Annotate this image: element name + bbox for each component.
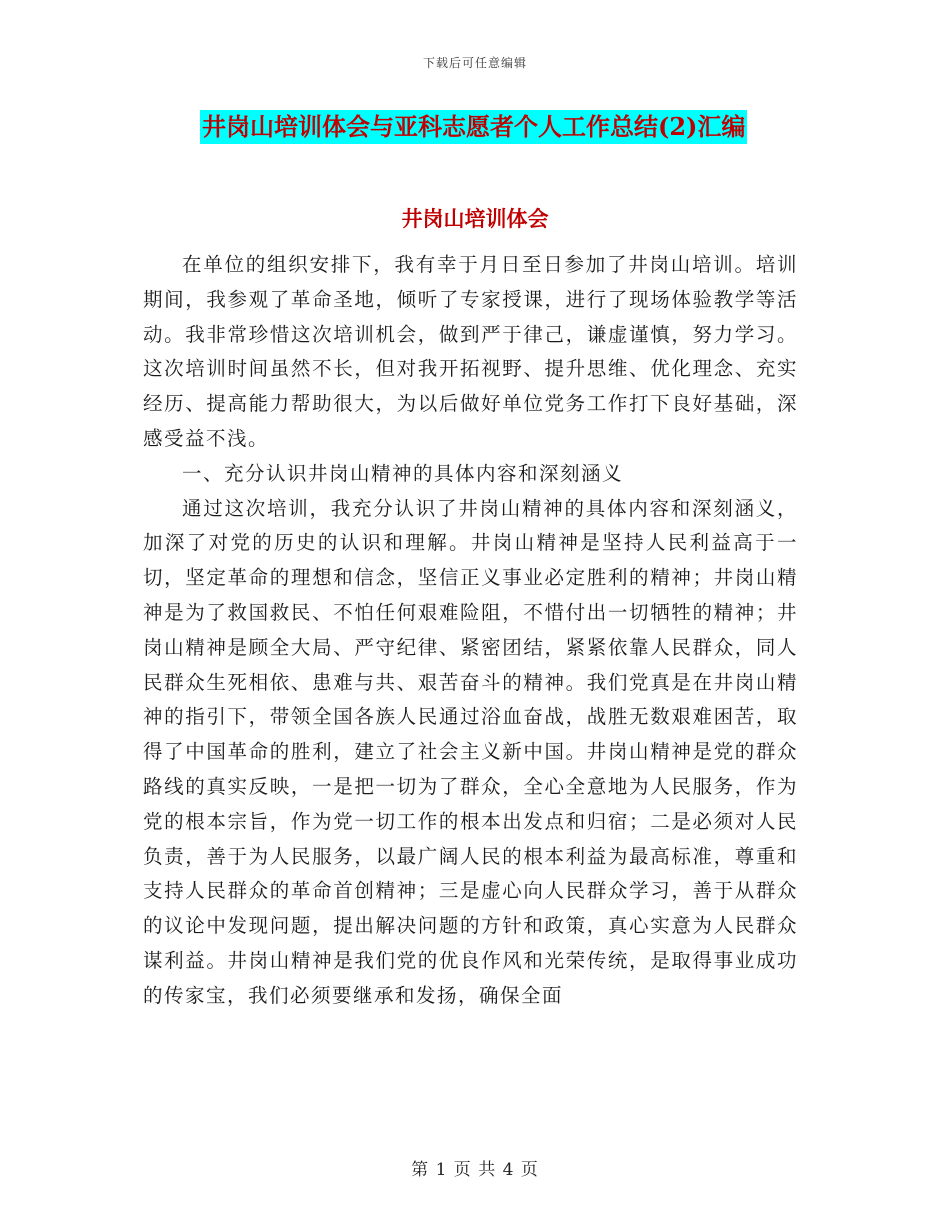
page-footer: 第 1 页 共 4 页 bbox=[411, 1160, 539, 1180]
document-body bbox=[143, 248, 798, 1014]
paragraph-content-1: 通过这次培训，我充分认识了井岗山精神的具体内容和深刻涵义，加深了对党的历史的认识和理解。井岗山精神是坚持人民利益高于一切，坚定革命的理想和信念，坚信正义事业必定胜利的精神；井岗山精神是为了救国救民、不怕任何艰难险阻，不惜付出一切牺牲的精神；井岗山精神是顾全大局、严守纪律、紧密团结，紧紧依靠人民群众，同人民群众生死相依、患难与共、艰苦奋斗的精神。我们党真是在井岗山精神的指引下，带领全国各族人民通过浴血奋战，战胜无数艰难困苦，取得了中国革命的胜利，建立了社会主义新中国。井岗山精神是党的群众路线的真实反映，一是把一切为了群众，全心全意地为人民服务，作为党的根本宗旨，作为党一切工作的根本出发点和归宿；二是必须对人民负责，善于为人民服务，以最广阔人民的根本利益为最高标准，尊重和支持人民群众的革命首创精神；三是虚心向人民群众学习，善于从群众的议论中发现问题，提出解决问题的方针和政策，真心实意为人民群众谋利益。井岗山精神是我们党的优良作风和光荣传统，是取得事业成功的传家宝，我们必须要继承和发扬，确保全面 bbox=[143, 496, 798, 1007]
paragraph-intro: 在单位的组织安排下，我有幸于月日至日参加了井岗山培训。培训期间，我参观了革命圣地，倾听了专家授课，进行了现场体验教学等活动。我非常珍惜这次培训机会，做到严于律己，谦虚谨慎，努力学习。这次培训时间虽然不长，但对我开拓视野、提升思维、优化理念、充实经历、提高能力帮助很大，为以后做好单位党务工作打下良好基础，深感受益不浅。 bbox=[143, 253, 798, 450]
paragraph-heading-1: 一、充分认识井岗山精神的具体内容和深刻涵义 bbox=[182, 461, 624, 485]
section-title: 井岗山培训体会 bbox=[401, 206, 549, 231]
document-title: 井岗山培训体会与亚科志愿者个人工作总结(2)汇编 bbox=[200, 110, 747, 144]
page-header: 下载后可任意编辑 bbox=[422, 56, 527, 70]
